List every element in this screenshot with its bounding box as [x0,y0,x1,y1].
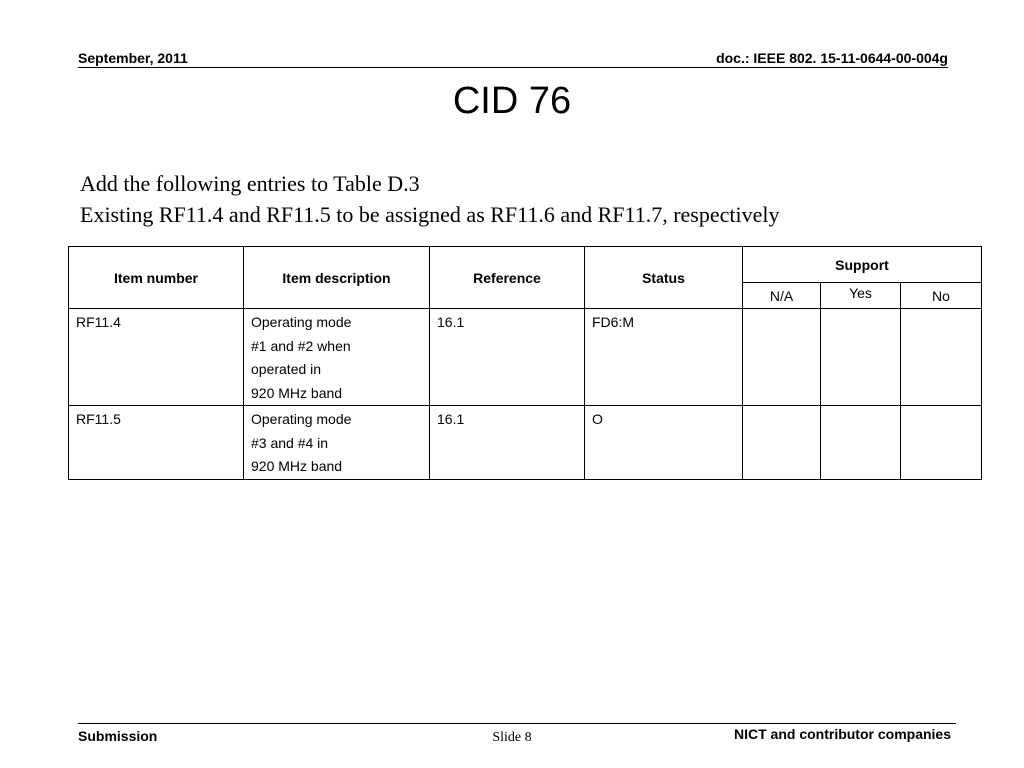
entries-table [68,246,982,480]
cell-support-na [743,309,821,406]
cell-support-no [901,406,982,480]
header-support-yes: Yes [821,283,901,309]
header-support: Support [743,247,982,283]
footer-organization: NICT and contributor companies [733,726,951,742]
footer-submission: Submission [78,728,158,744]
header-support-no: No [901,283,982,309]
header-item-description: Item description [244,247,430,309]
header-status: Status [585,247,743,309]
cell-support-na [743,406,821,480]
body-line-2: Existing RF11.4 and RF11.5 to be assigned as RF11.6 and RF11.7, respectively [80,202,780,227]
cell-item-number: RF11.4 [69,309,244,406]
cell-support-no [901,309,982,406]
description-line: 920 MHz band [251,384,343,401]
slide-title: CID 76 [452,80,572,122]
header-reference: Reference [430,247,585,309]
footer-divider [78,723,956,724]
cell-support-yes [821,406,901,480]
slide-body [80,168,780,230]
table-row [69,406,982,480]
header-doc-id: doc.: IEEE 802. 15-11-0644-00-004g [716,50,948,66]
description-line: Operating mode [251,411,352,427]
cell-item-description [244,406,430,480]
description-line: Operating mode [251,314,352,330]
table-row [69,309,982,406]
header-item-number: Item number [69,247,244,309]
description-line: #3 and #4 in [251,434,329,451]
header-support-na: N/A [743,283,821,309]
footer-slide-number: Slide 8 [492,730,532,745]
cell-reference: 16.1 [430,406,585,480]
cell-reference: 16.1 [430,309,585,406]
cell-status: O [585,406,743,480]
cell-status: FD6:M [585,309,743,406]
header-divider [78,67,948,68]
body-line-1: Add the following entries to Table D.3 [80,171,420,196]
cell-support-yes [821,309,901,406]
description-line: operated in [251,361,322,377]
header-date: September, 2011 [78,50,188,66]
description-line: 920 MHz band [251,458,343,474]
description-line: #1 and #2 when [251,337,351,354]
cell-item-description [244,309,430,406]
cell-item-number: RF11.5 [69,406,244,480]
